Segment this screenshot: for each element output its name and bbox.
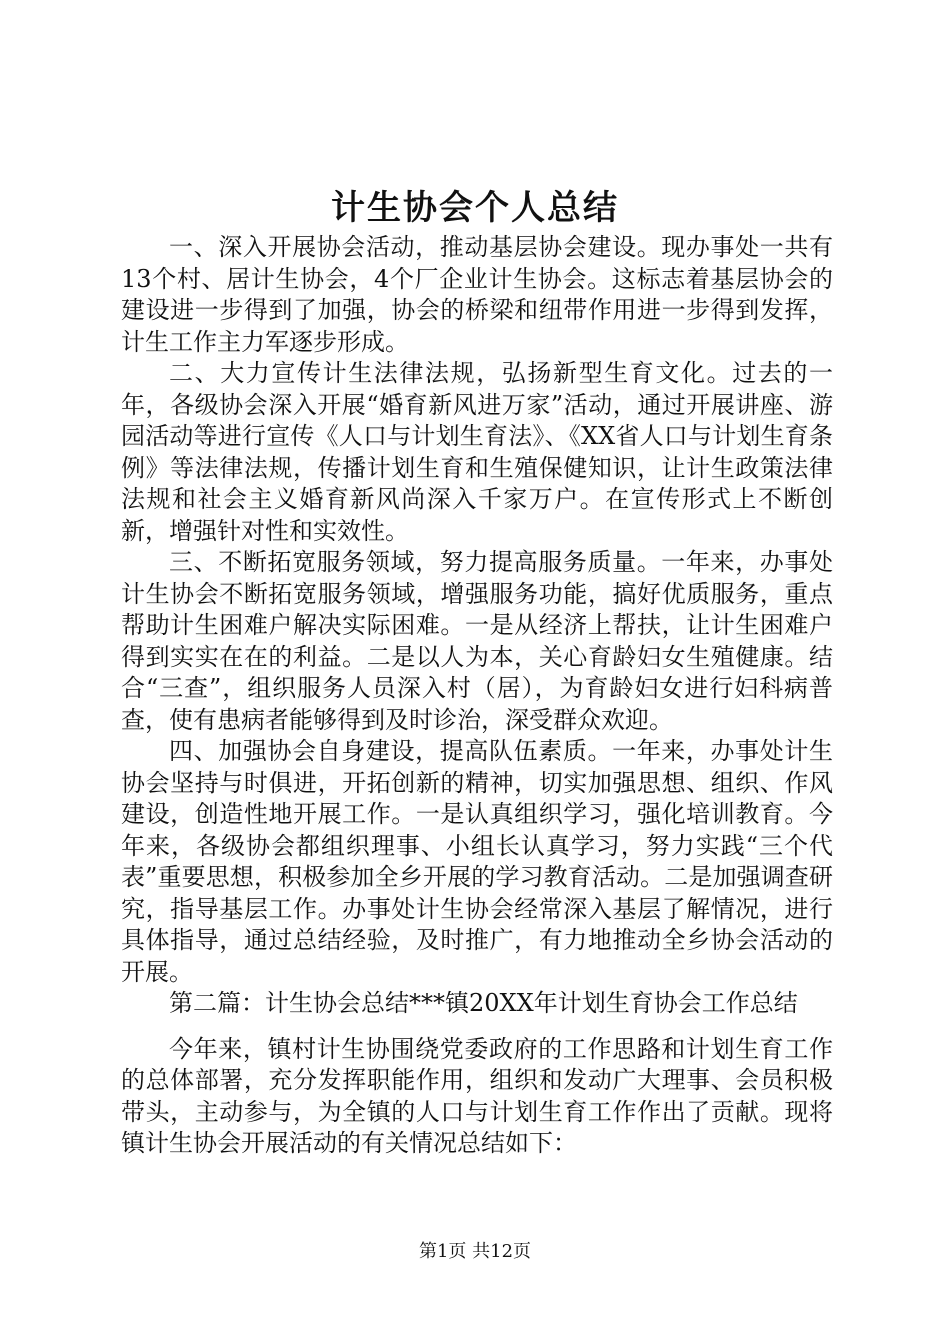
paragraph-section-1: 一、深入开展协会活动，推动基层协会建设。现办事处一共有13个村、居计生协会，4个厂企业计生协会。这标志着基层协会的建设进一步得到了加强，协会的桥梁和纽带作用进一步得到发挥，计生工作主力军逐步形成。	[121, 233, 833, 356]
paragraph-section-2: 二、大力宣传计生法律法规，弘扬新型生育文化。过去的一年，各级协会深入开展“婚育新风进万家”活动，通过开展讲座、游园活动等进行宣传《人口与计划生育法》、《XX省人口与计划生育条例》等法律法规，传播计划生育和生殖保健知识，让计生政策法律法规和社会主义婚育新风尚深入千家万户。在宣传形式上不断创新，增强针对性和实效性。	[121, 359, 833, 545]
document-body	[121, 232, 833, 1160]
paragraph-section-3: 三、不断拓宽服务领域，努力提高服务质量。一年来，办事处计生协会不断拓宽服务领域，增强服务功能，搞好优质服务，重点帮助计生困难户解决实际困难。一是从经济上帮扶，让计生困难户得到实实在在的利益。二是以人为本，关心育龄妇女生殖健康。结合“三查”，组织服务人员深入村（居），为育龄妇女进行妇科病普查，使有患病者能够得到及时诊治，深受群众欢迎。	[121, 548, 833, 734]
page-footer: 第1页 共12页	[418, 1241, 532, 1262]
paragraph-section-4: 四、加强协会自身建设，提高队伍素质。一年来，办事处计生协会坚持与时俱进，开拓创新的精神，切实加强思想、组织、作风建设，创造性地开展工作。一是认真组织学习，强化培训教育。今年来，各级协会都组织理事、小组长认真学习，努力实践“三个代表”重要思想，积极参加全乡开展的学习教育活动。二是加强调查研究，指导基层工作。办事处计生协会经常深入基层了解情况，进行具体指导，通过总结经验，及时推广，有力地推动全乡协会活动的开展。	[121, 737, 833, 986]
paragraph-intro: 今年来，镇村计生协围绕党委政府的工作思路和计划生育工作的总体部署，充分发挥职能作用，组织和发动广大理事、会员积极带头，主动参与，为全镇的人口与计划生育工作作出了贡献。现将镇计生协会开展活动的有关情况总结如下：	[121, 1034, 833, 1157]
second-article-heading: 第二篇：计生协会总结***镇20XX年计划生育协会工作总结	[169, 989, 798, 1017]
document-title: 计生协会个人总结	[331, 188, 619, 228]
